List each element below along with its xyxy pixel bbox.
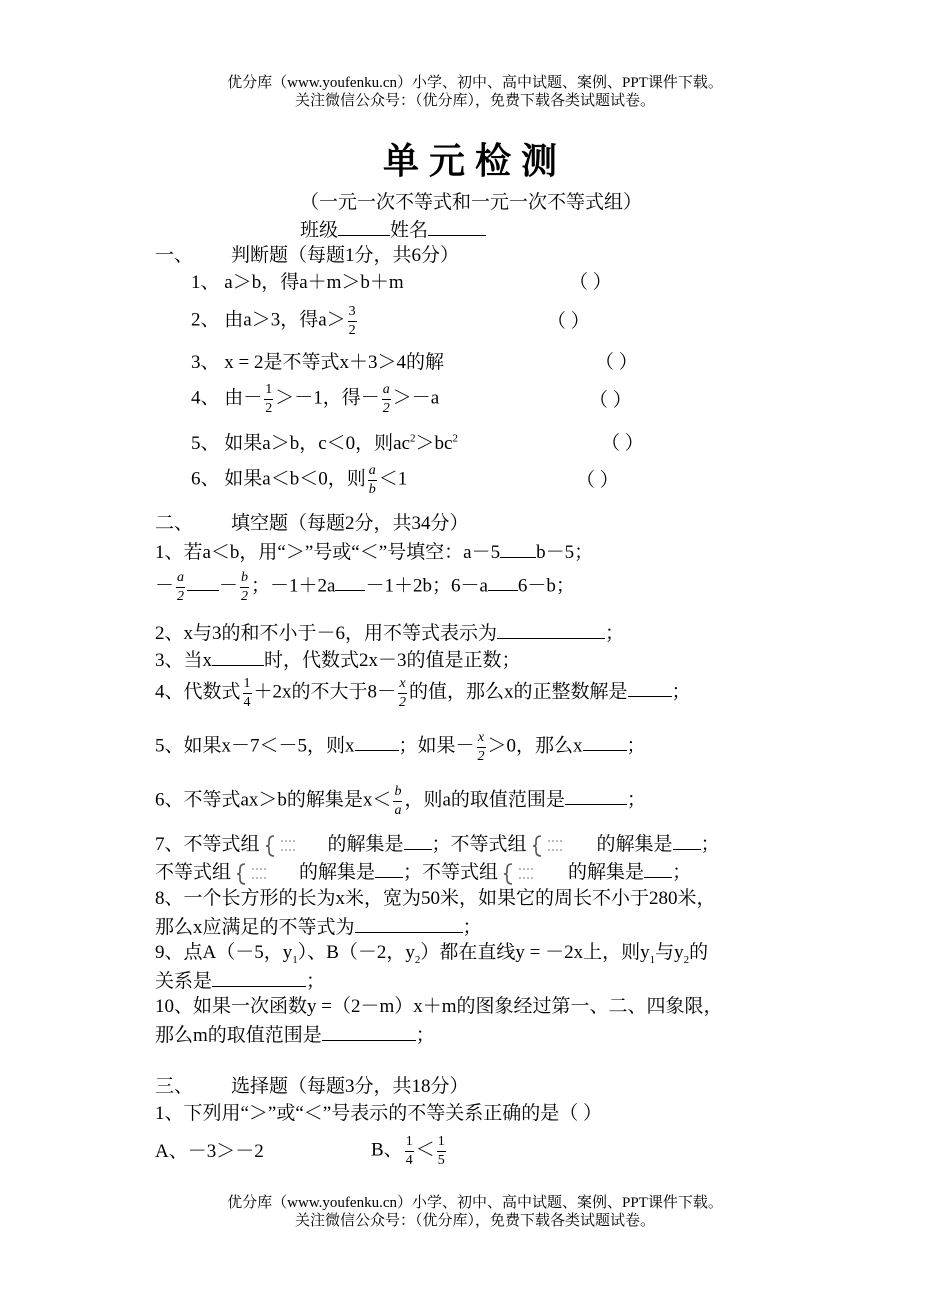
fraction	[368, 462, 377, 498]
fill-q1	[155, 541, 593, 562]
judge-item-2	[191, 303, 359, 339]
answer-blank[interactable]	[375, 861, 403, 878]
question-text: ；	[626, 735, 646, 757]
question-text: 2、x与3的和不小于－6，用不等式表示为	[155, 623, 498, 644]
fraction	[240, 569, 249, 605]
class-blank[interactable]	[338, 219, 390, 236]
denominator: 2	[265, 400, 273, 416]
section1-heading	[155, 246, 459, 265]
page-title: 单元检测	[382, 141, 567, 181]
answer-blank[interactable]	[355, 734, 399, 751]
fraction	[348, 303, 357, 339]
answer-blank[interactable]	[322, 1024, 416, 1041]
page-header-line2: 关注微信公众号：（优分库），免费下载各类试题试卷。	[294, 93, 655, 109]
numerator: 1	[264, 381, 273, 400]
section1-title: 判断题（每题1分，共6分）	[231, 245, 460, 266]
subscript: 2	[414, 953, 421, 966]
answer-blank[interactable]	[488, 574, 518, 591]
exponent: 2	[452, 432, 458, 445]
denominator: 2	[399, 694, 407, 710]
answer-blank[interactable]	[628, 680, 672, 697]
question-text: 不等式组	[155, 862, 232, 883]
choice-q1: 1、下列用“＞”或“＜”号表示的不等关系正确的是（ ）	[155, 1103, 602, 1124]
question-text: 关系是	[155, 971, 213, 992]
subscript: 1	[649, 953, 656, 966]
question-text: ，则a的取值范围是	[404, 789, 565, 811]
question-text: 的解集是	[568, 862, 645, 883]
item-num: 1、	[191, 272, 220, 293]
question-text: ）、B（－2，y	[297, 942, 415, 963]
denominator: 2	[348, 322, 356, 338]
page-subtitle: （一元一次不等式和一元一次不等式组）	[300, 192, 643, 213]
item-text: ＜1	[378, 468, 408, 490]
question-text: 的解集是	[596, 834, 673, 855]
fraction	[264, 381, 273, 417]
question-text: 的	[689, 942, 709, 963]
question-text: 1、若a＜b，用“＞”号或“＜”号填空：a－5	[155, 542, 501, 563]
item-text: ＞bc	[415, 433, 453, 454]
page-footer-line2: 关注微信公众号：（优分库），免费下载各类试题试卷。	[294, 1213, 655, 1229]
question-text: －1＋2b；6－a	[365, 575, 488, 597]
question-text: 6－b；	[517, 575, 575, 597]
section3-num: 三、	[155, 1076, 194, 1097]
inequality-system-brace-icon	[529, 834, 573, 858]
question-text: 3、当x	[155, 650, 213, 671]
answer-blank[interactable]	[404, 833, 432, 850]
fraction	[393, 783, 402, 819]
judge-item-3	[191, 353, 444, 372]
answer-blank[interactable]	[497, 622, 605, 639]
denominator: 2	[177, 588, 185, 604]
fill-q7-part2	[155, 861, 691, 886]
answer-paren-3[interactable]: （ ）	[595, 352, 638, 373]
fill-q9-line1	[155, 942, 709, 966]
fill-q5	[155, 729, 646, 765]
fill-q2	[155, 622, 624, 643]
denominator: 4	[405, 1152, 413, 1168]
question-text: ＞0，那么x	[487, 735, 583, 757]
answer-paren-4[interactable]: （ ）	[589, 390, 632, 411]
answer-blank[interactable]	[355, 916, 463, 933]
fill-q6	[155, 783, 646, 819]
answer-blank[interactable]	[335, 574, 365, 591]
answer-blank[interactable]	[565, 788, 627, 805]
question-text: －	[155, 575, 175, 597]
question-text: ；如果－	[398, 735, 475, 757]
numerator: b	[393, 783, 402, 802]
item-text: ＞－1，得－	[275, 387, 380, 409]
answer-blank[interactable]	[187, 574, 219, 591]
name-blank[interactable]	[428, 219, 486, 236]
question-text: ；	[672, 862, 692, 883]
fraction	[398, 675, 407, 711]
question-text: 的解集是	[299, 862, 376, 883]
numerator: a	[368, 462, 377, 481]
option-label: B、	[371, 1139, 403, 1161]
question-text: 与y	[655, 942, 684, 963]
fill-q9-line2	[155, 970, 325, 991]
fraction	[437, 1133, 446, 1169]
answer-blank[interactable]	[673, 833, 701, 850]
exponent: 2	[410, 432, 416, 445]
item-num: 2、	[191, 309, 220, 331]
question-text: ；不等式组	[403, 862, 499, 883]
answer-paren-5[interactable]: （ ）	[601, 433, 644, 454]
numerator: b	[240, 569, 249, 588]
fill-q4	[155, 675, 691, 711]
question-text: 4、代数式	[155, 681, 241, 703]
answer-paren-1[interactable]: （ ）	[569, 272, 612, 293]
item-text: x = 2是不等式x＋3＞4的解	[224, 352, 444, 373]
denominator: 5	[437, 1152, 445, 1168]
item-text: ＞－a	[392, 387, 440, 409]
item-num: 4、	[191, 387, 220, 409]
denominator: b	[368, 481, 376, 497]
item-text: 由a＞3，得a＞	[224, 309, 346, 331]
question-text: 的解集是	[327, 834, 404, 855]
item-num: 3、	[191, 352, 220, 373]
name-label: 姓名	[390, 220, 429, 241]
answer-paren-2[interactable]: （ ）	[547, 311, 590, 332]
question-text: －	[219, 575, 239, 597]
judge-item-5	[191, 434, 458, 453]
question-text: 7、不等式组	[155, 834, 260, 855]
question-text: ；	[415, 1025, 435, 1046]
page-footer-line1: 优分库（www.youfenku.cn）小学、初中、高中试题、案例、PPT课件下载。	[227, 1195, 723, 1211]
numerator: a	[176, 569, 185, 588]
item-text: 如果a＜b＜0，则	[224, 468, 366, 490]
answer-blank[interactable]	[583, 734, 627, 751]
item-num: 5、	[191, 433, 220, 454]
choice-option-b[interactable]	[371, 1133, 448, 1169]
fill-q1-part2	[155, 569, 575, 605]
section3-title: 选择题（每题3分，共18分）	[231, 1076, 469, 1097]
numerator: 1	[243, 675, 252, 694]
option-text: ＜	[415, 1139, 435, 1161]
question-text: ；	[462, 917, 482, 938]
numerator: x	[398, 675, 407, 694]
fraction	[176, 569, 185, 605]
page-header-line1: 优分库（www.youfenku.cn）小学、初中、高中试题、案例、PPT课件下载。	[227, 75, 723, 91]
fraction	[243, 675, 252, 711]
question-text: 9、点A（－5，y	[155, 942, 293, 963]
numerator: 1	[405, 1133, 414, 1152]
answer-blank[interactable]	[212, 649, 264, 666]
item-text: 由－	[224, 387, 263, 409]
fill-q3	[155, 649, 521, 670]
section1-num: 一、	[155, 245, 194, 266]
item-text: 如果a＞b，c＜0，则ac	[224, 433, 410, 454]
question-text: ＋2x的不大于8－	[253, 681, 397, 703]
question-text: 5、如果x－7＜－5，则x	[155, 735, 355, 757]
denominator: 4	[243, 694, 251, 710]
question-text: 的值，那么x的正整数解是	[409, 681, 628, 703]
section2-title: 填空题（每题2分，共34分）	[231, 513, 469, 534]
student-info	[300, 219, 486, 240]
question-text: 那么x应满足的不等式为	[155, 917, 355, 938]
fraction	[477, 729, 486, 765]
subscript: 2	[683, 953, 690, 966]
choice-option-a[interactable]: A、－3＞－2	[155, 1141, 264, 1162]
question-text: 那么m的取值范围是	[155, 1025, 322, 1046]
denominator: a	[394, 802, 402, 818]
fill-q10-line2	[155, 1024, 435, 1045]
answer-paren-6[interactable]: （ ）	[576, 470, 619, 491]
denominator: 2	[477, 748, 485, 764]
numerator: x	[477, 729, 486, 748]
inequality-system-brace-icon	[500, 862, 544, 886]
question-text: ；	[306, 971, 326, 992]
judge-item-4	[191, 381, 439, 417]
inequality-system-brace-icon	[262, 834, 306, 858]
item-text: a＞b，得a＋m＞b＋m	[224, 272, 404, 293]
judge-item-1	[191, 273, 404, 292]
judge-item-6	[191, 462, 407, 498]
fill-q7	[155, 833, 720, 858]
question-text: ；	[700, 834, 720, 855]
subscript: 1	[292, 953, 298, 966]
section2-heading	[155, 514, 469, 533]
numerator: 3	[348, 303, 357, 322]
question-text: ；	[626, 789, 646, 811]
numerator: 1	[437, 1133, 446, 1152]
answer-blank[interactable]	[644, 861, 672, 878]
section3-heading	[155, 1077, 469, 1096]
question-text: 时，代数式2x－3的值是正数；	[264, 650, 521, 671]
fill-q10-line1: 10、如果一次函数y =（2－m）x＋m的图象经过第一、二、四象限，	[155, 996, 723, 1017]
question-text: ；不等式组	[431, 834, 527, 855]
question-text: 6、不等式ax＞b的解集是x＜	[155, 789, 392, 811]
question-text: ；	[671, 681, 691, 703]
question-text: ；－1＋2a	[251, 575, 336, 597]
question-text: b－5；	[536, 542, 594, 563]
answer-blank[interactable]	[500, 541, 536, 558]
section2-num: 二、	[155, 513, 194, 534]
question-text: ；	[605, 623, 625, 644]
fraction	[382, 381, 391, 417]
inequality-system-brace-icon	[233, 862, 277, 886]
denominator: 2	[382, 400, 390, 416]
class-label: 班级	[300, 220, 339, 241]
numerator: a	[382, 381, 391, 400]
denominator: 2	[241, 588, 249, 604]
fraction	[405, 1133, 414, 1169]
answer-blank[interactable]	[212, 970, 306, 987]
question-text: ）都在直线y = －2x上，则y	[420, 942, 650, 963]
fill-q8-line2	[155, 916, 482, 937]
fill-q8-line1: 8、一个长方形的长为x米，宽为50米，如果它的周长不小于280米，	[155, 888, 716, 909]
item-num: 6、	[191, 468, 220, 490]
